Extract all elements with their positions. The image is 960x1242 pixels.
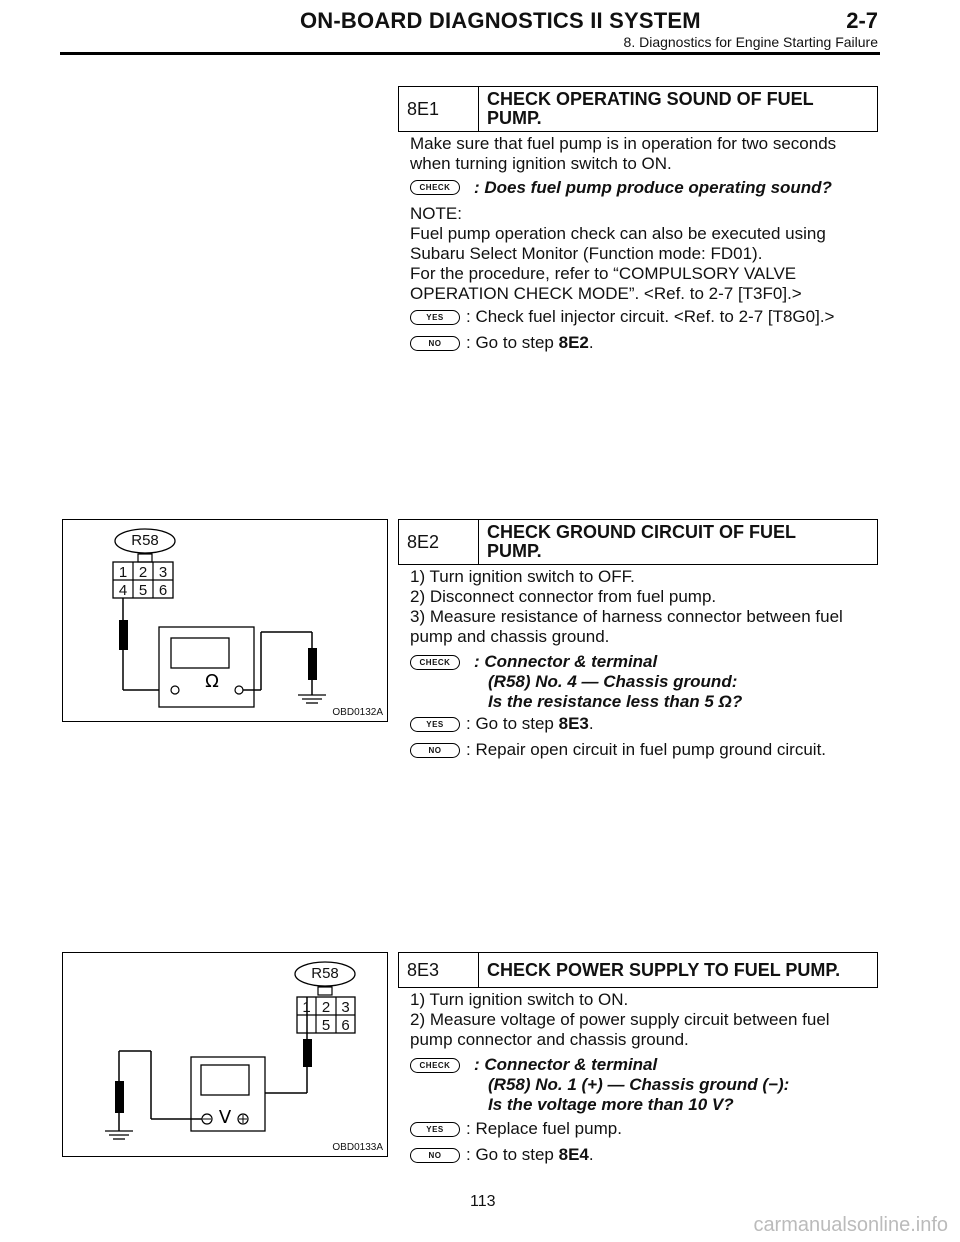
step-header-8e1 xyxy=(398,86,878,132)
step-id: 8E2 xyxy=(399,520,479,564)
step-item: 1) Turn ignition switch to ON. xyxy=(410,990,629,1009)
yes-badge: YES xyxy=(410,1122,460,1137)
yes-answer: : Replace fuel pump. xyxy=(466,1119,622,1138)
connector-label: R58 xyxy=(131,532,159,549)
section-title: ON-BOARD DIAGNOSTICS II SYSTEM xyxy=(300,8,701,33)
connector-label: R58 xyxy=(311,965,339,982)
step-title: CHECK OPERATING SOUND OF FUEL PUMP. xyxy=(487,89,814,128)
figure-code: OBD0133A xyxy=(332,1142,383,1153)
wiring-diagram xyxy=(63,520,387,721)
section-number: 2-7 xyxy=(846,8,878,33)
header-rule xyxy=(60,52,880,55)
check-question: : Connector & terminal (R58) No. 1 (+) — Chassis ground (−): Is the voltage more than 10 V? xyxy=(474,1055,790,1114)
connector-pins-top: 1 2 3 xyxy=(302,999,350,1016)
connector-pins-bottom: 5 6 xyxy=(321,1017,350,1034)
step-body: Make sure that fuel pump is in operation for two seconds when turning ignition switch to ON. xyxy=(410,134,837,173)
no-badge: NO xyxy=(410,1148,460,1163)
yes-badge: YES xyxy=(410,310,460,325)
no-badge: NO xyxy=(410,336,460,351)
step-item: 1) Turn ignition switch to OFF. xyxy=(410,567,635,586)
no-answer: : Go to step 8E4. xyxy=(466,1145,594,1164)
step-item: 3) Measure resistance of harness connector between fuel pump and chassis ground. xyxy=(410,607,843,646)
check-badge: CHECK xyxy=(410,1058,460,1073)
no-answer: : Go to step 8E2. xyxy=(466,333,594,352)
connector-pins-top: 1 2 3 xyxy=(118,564,168,581)
step-id: 8E3 xyxy=(399,953,479,987)
yes-answer: : Check fuel injector circuit. <Ref. to 2-7 [T8G0].> xyxy=(466,307,835,326)
step-title: CHECK POWER SUPPLY TO FUEL PUMP. xyxy=(487,959,841,980)
step-title: CHECK GROUND CIRCUIT OF FUEL PUMP. xyxy=(487,522,796,561)
check-badge: CHECK xyxy=(410,180,460,195)
no-badge: NO xyxy=(410,743,460,758)
meter-symbol: V xyxy=(218,1107,232,1128)
connector-pins-bottom: 4 5 6 xyxy=(118,582,168,599)
note-text: Fuel pump operation check can also be executed using Subaru Select Monitor (Function mode: FD01). For the procedure, refer to “COMPULSORY VALVE OPERATION CHECK MODE”. <Ref. to 2-7 [T3F0].> xyxy=(410,224,826,303)
figure-code: OBD0132A xyxy=(332,707,383,718)
step-item: 2) Disconnect connector from fuel pump. xyxy=(410,587,717,606)
step-item: 2) Measure voltage of power supply circuit between fuel pump connector and chassis ground. xyxy=(410,1010,830,1049)
meter-symbol: Ω xyxy=(205,671,219,692)
step-id: 8E1 xyxy=(399,87,479,131)
wiring-diagram xyxy=(63,953,387,1156)
figure-resistance-check xyxy=(62,519,388,722)
check-question: : Connector & terminal (R58) No. 4 — Chassis ground: Is the resistance less than 5 Ω? xyxy=(474,652,743,711)
step-header-8e2 xyxy=(398,519,878,565)
yes-badge: YES xyxy=(410,717,460,732)
figure-voltage-check xyxy=(62,952,388,1157)
check-question: : Does fuel pump produce operating sound? xyxy=(474,178,832,197)
check-badge: CHECK xyxy=(410,655,460,670)
section-subtitle: 8. Diagnostics for Engine Starting Failure xyxy=(623,34,878,50)
no-answer: : Repair open circuit in fuel pump ground circuit. xyxy=(466,740,827,759)
yes-answer: : Go to step 8E3. xyxy=(466,714,594,733)
step-header-8e3 xyxy=(398,952,878,988)
watermark: carmanualsonline.info xyxy=(753,1214,948,1236)
note-label: NOTE: xyxy=(410,204,462,223)
page-number: 113 xyxy=(470,1193,496,1210)
